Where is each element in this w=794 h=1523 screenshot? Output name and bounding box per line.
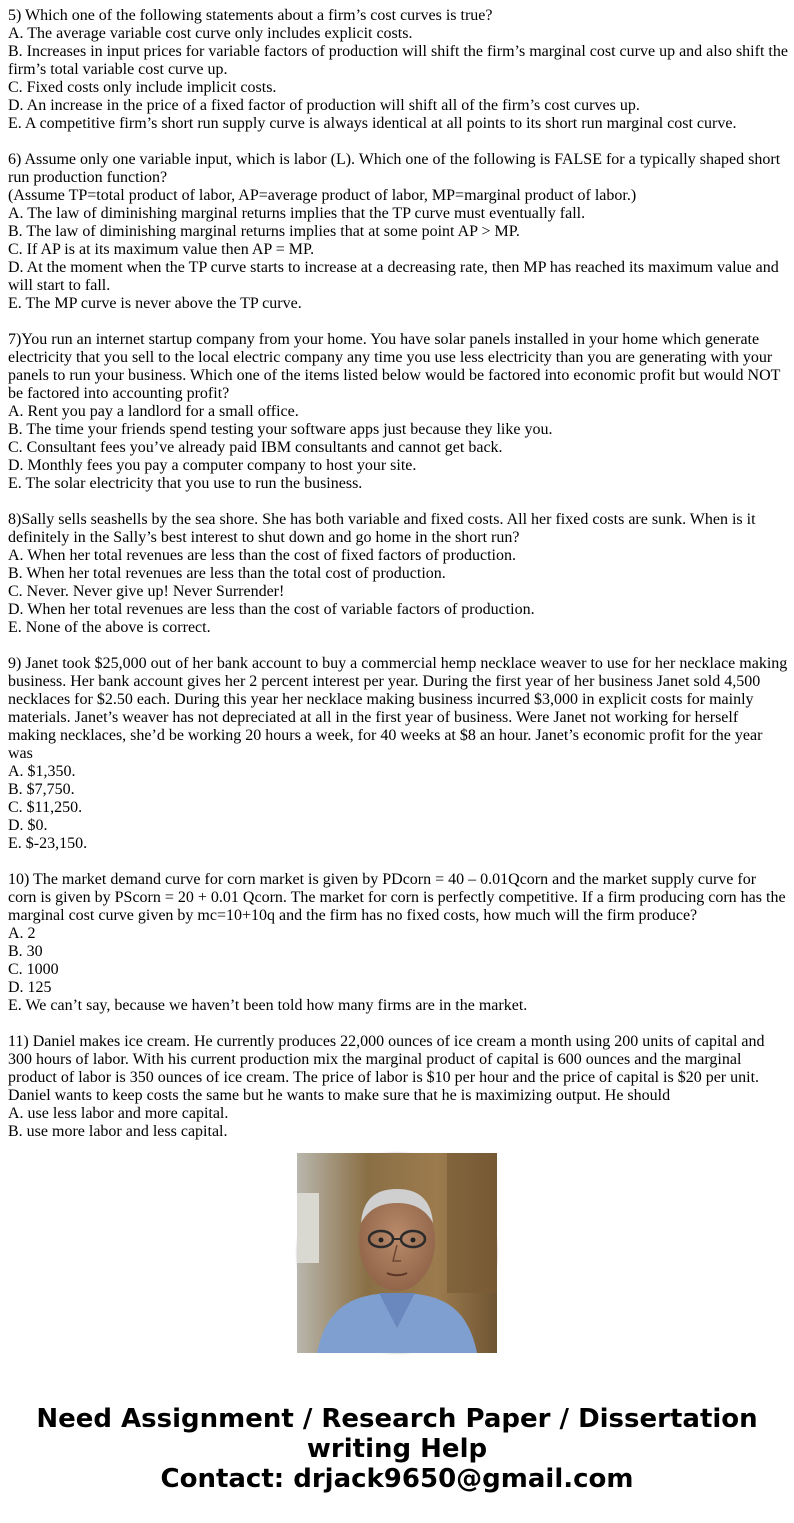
answer-option: C. Fixed costs only include implicit costs. (8, 79, 277, 96)
answer-option: C. If AP is at its maximum value then AP = MP. (8, 241, 315, 258)
answer-option: D. An increase in the price of a fixed factor of production will shift all of the firm’s cost curves up. (8, 97, 640, 114)
answer-option: A. $1,350. (8, 763, 76, 780)
answer-option: A. When her total revenues are less than the cost of fixed factors of production. (8, 547, 516, 564)
footer-banner (0, 1404, 794, 1494)
question-stem: 8)Sally sells seashells by the sea shore. She has both variable and fixed costs. All her fixed costs are sunk. When is it definitely in the Sally’s best interest to shut down and go home in the short run? (8, 511, 756, 546)
answer-option: D. $0. (8, 817, 48, 834)
question-stem: 6) Assume only one variable input, which is labor (L). Which one of the following is FALSE for a typically shaped short run production function? (8, 151, 781, 186)
question-stem: 7)You run an internet startup company from your home. You have solar panels installed in your home which generate electricity that you sell to the local electric company any time you use less electricity than you are generating with your panels to run your business. Which one of the items listed below would be factored into economic profit but would NOT be factored into accounting profit? (8, 331, 781, 402)
answer-option: B. The time your friends spend testing your software apps just because they like you. (8, 421, 553, 438)
answer-option: E. A competitive firm’s short run supply curve is always identical at all points to its short run marginal cost curve. (8, 115, 737, 132)
question-block (8, 331, 788, 493)
question-block (8, 151, 788, 313)
answer-option: A. Rent you pay a landlord for a small office. (8, 403, 299, 420)
footer-line-2: writing Help (306, 1434, 488, 1464)
answer-option: D. When her total revenues are less than the cost of variable factors of production. (8, 601, 535, 618)
question-block (8, 7, 788, 133)
question-stem: 9) Janet took $25,000 out of her bank account to buy a commercial hemp necklace weaver to use for her necklace making business. Her bank account gives her 2 percent interest per year. During the first year of her business Janet sold 4,500 necklaces for $2.50 each. During this year her necklace making business incurred $3,000 in explicit costs for mainly materials. Janet’s weaver has not depreciated at all in the first year of business. Were Janet not working for herself making necklaces, she’d be working 20 hours a week, for 40 weeks at $8 an hour. Janet’s economic profit for the year was (8, 655, 788, 762)
answer-option: B. The law of diminishing marginal returns implies that at some point AP > MP. (8, 223, 520, 240)
answer-option: C. Consultant fees you’ve already paid IBM consultants and cannot get back. (8, 439, 503, 456)
answer-option: A. 2 (8, 925, 36, 942)
author-photo (297, 1153, 497, 1353)
question-stem: 5) Which one of the following statements about a firm’s cost curves is true? (8, 7, 493, 24)
answer-option: A. The law of diminishing marginal returns implies that the TP curve must eventually fall. (8, 205, 586, 222)
answer-option: E. The MP curve is never above the TP curve. (8, 295, 302, 312)
person-photo-icon (297, 1153, 497, 1353)
answer-option: C. 1000 (8, 961, 59, 978)
question-block (8, 511, 788, 637)
answer-option: A. The average variable cost curve only includes explicit costs. (8, 25, 413, 42)
question-stem: (Assume TP=total product of labor, AP=average product of labor, MP=marginal product of labor.) (8, 187, 637, 204)
answer-option: B. When her total revenues are less than the total cost of production. (8, 565, 446, 582)
question-document (8, 7, 788, 1140)
answer-option: C. $11,250. (8, 799, 83, 816)
answer-option: B. 30 (8, 943, 43, 960)
answer-option: D. 125 (8, 979, 52, 996)
answer-option: E. We can’t say, because we haven’t been told how many firms are in the market. (8, 997, 528, 1014)
question-stem: 10) The market demand curve for corn market is given by PDcorn = 40 – 0.01Qcorn and the market supply curve for corn is given by PScorn = 20 + 0.01 Qcorn. The market for corn is perfectly competitive. If a firm producing corn has the marginal cost curve given by mc=10+10q and the firm has no fixed costs, how much will the firm produce? (8, 871, 786, 924)
answer-option: B. use more labor and less capital. (8, 1123, 228, 1140)
question-block (8, 655, 788, 853)
answer-option: B. $7,750. (8, 781, 75, 798)
footer-line-1: Need Assignment / Research Paper / Dissertation (36, 1404, 758, 1434)
answer-option: B. Increases in input prices for variable factors of production will shift the firm’s marginal cost curve up and also shift the firm’s total variable cost curve up. (8, 43, 788, 78)
question-stem: 11) Daniel makes ice cream. He currently produces 22,000 ounces of ice cream a month using 200 units of capital and 300 hours of labor. With his current production mix the marginal product of capital is 600 ounces and the marginal product of labor is 350 ounces of ice cream. The price of labor is $10 per hour and the price of capital is $20 per unit. Daniel wants to keep costs the same but he wants to make sure that he is maximizing output. He should (8, 1033, 765, 1104)
answer-option: D. Monthly fees you pay a computer company to host your site. (8, 457, 417, 474)
answer-option: E. The solar electricity that you use to run the business. (8, 475, 363, 492)
answer-option: D. At the moment when the TP curve starts to increase at a decreasing rate, then MP has reached its maximum value and will start to fall. (8, 259, 779, 294)
answer-option: E. None of the above is correct. (8, 619, 211, 636)
question-block (8, 871, 788, 1015)
question-block (8, 1033, 788, 1141)
footer-line-3: Contact: drjack9650@gmail.com (160, 1464, 634, 1494)
answer-option: C. Never. Never give up! Never Surrender! (8, 583, 285, 600)
answer-option: E. $-23,150. (8, 835, 88, 852)
answer-option: A. use less labor and more capital. (8, 1105, 229, 1122)
